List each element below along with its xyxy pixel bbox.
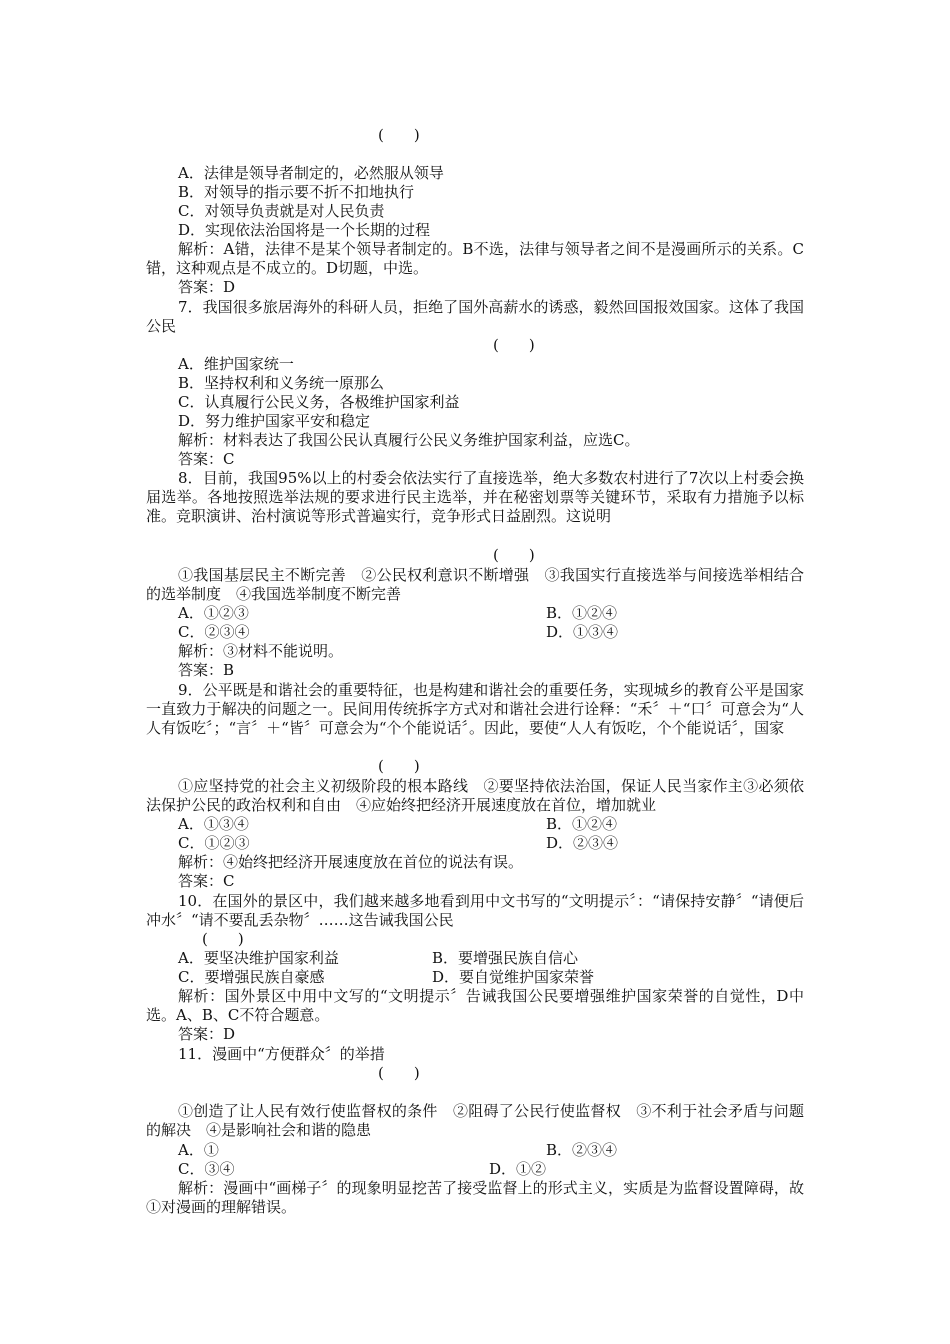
q9-option-a: A．①③④ [178,815,249,833]
q7-answer: 答案：C [178,450,235,468]
q6-option-a: A．法律是领导者制定的，必然服从领导 [178,164,444,182]
q8-statements: ①我国基层民主不断完善 ②公民权利意识不断增强 ③我国实行直接选举与间接选举相结合的选举制度 ④我国选举制度不断完善 [146,566,804,603]
q6-paren: ( ) [378,126,420,144]
q8-option-c: C．②③④ [178,623,250,641]
q8-paren: ( ) [493,546,535,564]
q11-option-a: A．① [178,1141,219,1159]
q10-option-b: B．要增强民族自信心 [432,949,579,967]
q8-option-d: D．①③④ [546,623,619,641]
q10-answer: 答案：D [178,1025,236,1043]
q8-answer: 答案：B [178,661,235,679]
q7-option-b: B．坚持权利和义务统一原那么 [178,374,385,392]
q10-stem: 10．在国外的景区中，我们越来越多地看到用中文书写的“文明提示〞：“请保持安静〞“请便后冲水〞“请不要乱丢杂物〞……这告诫我国公民 [146,892,804,929]
q11-option-c: C．③④ [178,1160,235,1178]
q7-analysis: 解析：材料表达了我国公民认真履行公民义务维护国家利益，应选C。 [178,431,640,449]
q6-option-b: B．对领导的指示要不折不扣地执行 [178,183,415,201]
q11-paren: ( ) [378,1064,420,1082]
q10-analysis: 解析：国外景区中用中文写的“文明提示〞告诫我国公民要增强维护国家荣誉的自觉性，D中选。A、B、C不符合题意。 [146,987,804,1024]
q6-option-c: C．对领导负责就是对人民负责 [178,202,385,220]
q9-statements: ①应坚持党的社会主义初级阶段的根本路线 ②要坚持依法治国，保证人民当家作主③必须依法保护公民的政治权利和自由 ④应始终把经济开展速度放在首位，增加就业 [146,777,804,814]
q9-analysis: 解析：④始终把经济开展速度放在首位的说法有误。 [178,853,524,871]
q6-analysis: 解析：A错，法律不是某个领导者制定的。B不选，法律与领导者之间不是漫画所示的关系。C错，这种观点是不成立的。D切题，中选。 [146,240,804,277]
q11-option-b: B．②③④ [546,1141,618,1159]
q6-answer: 答案：D [178,278,236,296]
q9-option-d: D．②③④ [546,834,619,852]
q9-stem: 9．公平既是和谐社会的重要特征，也是构建和谐社会的重要任务，实现城乡的教育公平是国家一直致力于解决的问题之一。民间用传统拆字方式对和谐社会进行诠释：“禾〞＋“口〞可意会为“人人有饭吃〞；“言〞＋“皆〞可意会为“个个能说话〞。因此，要使“人人有饭吃，个个能说话〞，国家 [146,681,804,737]
q7-option-d: D．努力维护国家平安和稳定 [178,412,371,430]
q11-option-d: D．①② [489,1160,547,1178]
q9-option-c: C．①②③ [178,834,250,852]
q7-paren: ( ) [493,336,535,354]
q10-option-c: C．要增强民族自豪感 [178,968,325,986]
q8-analysis: 解析：③材料不能说明。 [178,642,344,660]
q9-paren: ( ) [378,757,420,775]
q9-option-b: B．①②④ [546,815,618,833]
q10-option-a: A．要坚决维护国家利益 [178,949,339,967]
q7-option-c: C．认真履行公民义务，各极维护国家利益 [178,393,460,411]
q6-option-d: D．实现依法治国将是一个长期的过程 [178,221,431,239]
q8-stem: 8．目前，我国95%以上的村委会依法实行了直接选举，绝大多数农村进行了7次以上村委会换届选举。各地按照选举法规的要求进行民主选举，并在秘密划票等关键环节，采取有力措施予以标准。竞职演讲、治村演说等形式普遍实行，竞争形式日益剧烈。这说明 [146,469,804,525]
q10-option-d: D．要自觉维护国家荣誉 [432,968,595,986]
q10-paren: ( ) [202,930,244,948]
q11-statements: ①创造了让人民有效行使监督权的条件 ②阻碍了公民行使监督权 ③不利于社会矛盾与问题的解决 ④是影响社会和谐的隐患 [146,1102,804,1139]
q9-answer: 答案：C [178,872,235,890]
q8-option-b: B．①②④ [546,604,618,622]
q7-option-a: A．维护国家统一 [178,355,294,373]
q11-stem: 11．漫画中“方便群众〞的举措 [178,1045,385,1063]
q7-stem: 7．我国很多旅居海外的科研人员，拒绝了国外高薪水的诱惑，毅然回国报效国家。这体了我国公民 [146,298,804,335]
q8-option-a: A．①②③ [178,604,249,622]
q11-analysis: 解析：漫画中“画梯子〞的现象明显挖苦了接受监督上的形式主义，实质是为监督设置障碍，故①对漫画的理解错误。 [146,1179,804,1216]
